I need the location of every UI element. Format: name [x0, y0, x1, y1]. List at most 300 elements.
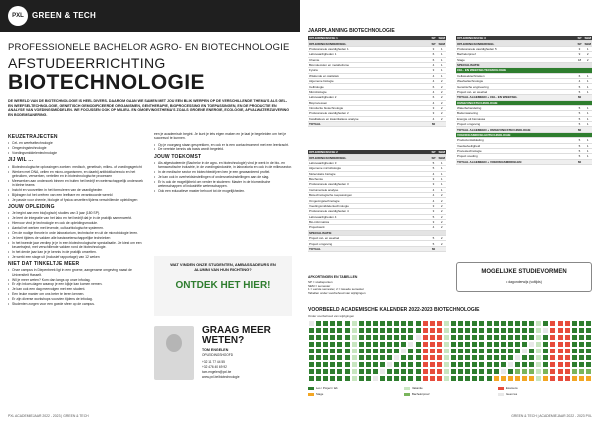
- table-cell: 5: [575, 143, 583, 148]
- table-cell: 5: [575, 138, 583, 143]
- calendar-cell: [464, 348, 471, 355]
- calendar-cell: [386, 327, 393, 334]
- calendar-cell: [514, 334, 521, 341]
- table-cell: 1: [437, 171, 446, 176]
- calendar-cell: [372, 320, 379, 327]
- table-cell: 4: [429, 193, 437, 198]
- tip-list: [8, 268, 144, 306]
- brand-name: GREEN & TECH: [32, 11, 97, 20]
- table-cell: 5: [575, 116, 583, 121]
- calendar-cell: [358, 341, 365, 348]
- table-cell: 4: [429, 89, 437, 94]
- contact-block: [154, 320, 292, 400]
- calendar-cell: [372, 368, 379, 375]
- calendar-cell: [578, 354, 585, 361]
- calendar-cell: [557, 368, 564, 375]
- calendar-cell: [542, 368, 549, 375]
- calendar-cell: [493, 320, 500, 327]
- legend-item: [308, 392, 323, 396]
- list-item: • Een leuke manier om ons beter te leren kennen.: [8, 292, 144, 296]
- calendar-cell: [493, 341, 500, 348]
- table-cell: Algemene microbiologie: [308, 166, 429, 171]
- calendar-cell: [322, 320, 329, 327]
- studievormen-title: MOGELIJKE STUDIEVORMEN: [481, 269, 567, 275]
- calendar-cell: [571, 334, 578, 341]
- calendar-cell: [315, 348, 322, 355]
- table-cell: 5: [575, 105, 583, 110]
- list-item: • Biotechnologische oplossingen zoeken: medisch, genetisch, milieu- of voedingsgericht: [8, 165, 144, 169]
- table-cell: 1: [437, 52, 446, 57]
- calendar-cell: [500, 341, 507, 348]
- calendar-cell: [478, 327, 485, 334]
- calendar-cell: [351, 348, 358, 355]
- table-total: 60: [575, 159, 583, 164]
- calendar-cell: [336, 327, 343, 334]
- calendar-cell: [415, 354, 422, 361]
- calendar-cell: [407, 375, 414, 382]
- table-cell: 2: [437, 89, 446, 94]
- calendar-cell: [351, 327, 358, 334]
- calendar-cell: [535, 354, 542, 361]
- right-page: [300, 0, 600, 424]
- calendar-cell: [557, 341, 564, 348]
- calendar-cell: [542, 334, 549, 341]
- calendar-cell: [422, 320, 429, 327]
- table-cell: 2: [437, 116, 446, 121]
- table-cell: Projectwerk: [308, 225, 429, 230]
- calendar-cell: [521, 348, 528, 355]
- calendar-cell: [422, 361, 429, 368]
- calendar-cell: [450, 361, 457, 368]
- calendar-cell: [422, 348, 429, 355]
- calendar-cell: [344, 334, 351, 341]
- calendar-cell: [478, 334, 485, 341]
- table-cell: 9: [575, 52, 583, 57]
- calendar-cell: [571, 341, 578, 348]
- calendar-cell: [578, 368, 585, 375]
- calendar-cell: [571, 320, 578, 327]
- list-item: • Ook een educatieve master behoort tot de mogelijkheden.: [154, 189, 292, 193]
- calendar-cell: [436, 354, 443, 361]
- calendar-cell: [464, 354, 471, 361]
- table-cell: Omgevingstechnologie: [308, 198, 429, 203]
- table-cell: Bioprocessen: [308, 100, 429, 105]
- calendar-cell: [429, 320, 436, 327]
- calendar-cell: [564, 320, 571, 327]
- table-cell: 1: [583, 148, 592, 153]
- calendar-cell: [457, 320, 464, 327]
- contact-mobile[interactable]: +32 476 40 69 92: [202, 365, 227, 369]
- calendar-cell: [500, 361, 507, 368]
- table-cell: 2: [583, 57, 592, 62]
- table-cell: Professionele vaardigheden 4: [308, 209, 429, 214]
- calendar-cell: [585, 368, 592, 375]
- table-cell: 5: [575, 84, 583, 89]
- calendar-cell: [443, 361, 450, 368]
- calendar-cell: [535, 334, 542, 341]
- list-item: • Aantal het werken met levende, cultuurbiologische systemen.: [8, 226, 144, 230]
- calendar-cell: [351, 361, 358, 368]
- calendar-cell: [571, 348, 578, 355]
- calendar-cell: [585, 320, 592, 327]
- table-sub: SP: [431, 155, 436, 160]
- calendar-cell: [507, 375, 514, 382]
- abbreviation-item: SEM = semester: [308, 283, 331, 288]
- calendar-cell: [493, 361, 500, 368]
- calendar-cell: [351, 368, 358, 375]
- abbreviation-item: SP = studiepunten: [308, 279, 333, 284]
- calendar-cell: [358, 327, 365, 334]
- calendar-cell: [308, 368, 315, 375]
- calendar-cell: [464, 327, 471, 334]
- calendar-cell: [528, 375, 535, 382]
- calendar-cell: [415, 375, 422, 382]
- calendar-cell: [464, 375, 471, 382]
- table-cell: Microbiologie: [308, 89, 429, 94]
- calendar-cell: [422, 341, 429, 348]
- list-item: • Als afgestudeerde (Bachelor in de agro- en biotechnologie) vind je werk in de bio- en farmaceutische industrie, in de voedingsindustrie, in laboratoria en ook in de milieusector.: [154, 161, 292, 170]
- table-cell: Labovaardigheden 4: [308, 214, 429, 219]
- calendar-cell: [521, 320, 528, 327]
- calendar-cell: [450, 368, 457, 375]
- legend-label: Vakantie: [412, 386, 423, 390]
- calendar-cell: [393, 327, 400, 334]
- calendar-cell: [415, 341, 422, 348]
- tip-heading: NIET DAT TINKELTJE MEER: [8, 261, 80, 268]
- calendar-cell: [400, 368, 407, 375]
- table-cell: 2: [437, 105, 446, 110]
- calendar-cell: [400, 320, 407, 327]
- calendar-cell: [422, 354, 429, 361]
- table-cell: 2: [437, 79, 446, 84]
- table-head: OPLEIDINGSFASE 2: [308, 150, 429, 155]
- calendar-cell: [464, 368, 471, 375]
- calendar-cell: [322, 334, 329, 341]
- calendar-cell: [308, 320, 315, 327]
- calendar-cell: [564, 334, 571, 341]
- calendar-cell: [436, 327, 443, 334]
- calendar-cell: [450, 348, 457, 355]
- calendar-cell: [393, 375, 400, 382]
- calendar-cell: [351, 375, 358, 382]
- table-cell: Celkweektechnieken: [456, 73, 575, 78]
- calendar-cell: [436, 375, 443, 382]
- calendar-cell: [351, 320, 358, 327]
- calendar-cell: [344, 341, 351, 348]
- abbreviations: [308, 276, 448, 296]
- jaarplanning-title: JAARPLANNING BIOTECHNOLOGIE: [308, 28, 395, 34]
- table-cell: 4: [429, 100, 437, 105]
- table-total: TOTAAL ALGEMEEN + CEL- EN WEEFSEL: [456, 95, 575, 100]
- calendar-cell: [358, 348, 365, 355]
- calendar-cell: [450, 320, 457, 327]
- calendar-cell: [407, 348, 414, 355]
- calendar-cell: [358, 361, 365, 368]
- table-cell: Professionele vaardigheden 3: [308, 182, 429, 187]
- calendar-cell: [471, 361, 478, 368]
- contact-phone[interactable]: +32 11 77 44 55: [202, 360, 225, 364]
- calendar-cell: [386, 341, 393, 348]
- contact-email[interactable]: tom.engelen@pxl.be: [202, 370, 232, 374]
- calendar-cell: [493, 375, 500, 382]
- calendar-cell: [429, 368, 436, 375]
- list-item: • Je kan ook een dag meevolgen met een student.: [8, 287, 144, 291]
- table-cell: Voedingsmiddelentechnologie: [308, 203, 429, 208]
- contact-role: OPLEIDINGSHOOFD: [202, 353, 233, 357]
- calendar-cell: [379, 375, 386, 382]
- calendar-cell: [386, 368, 393, 375]
- calendar-cell: [379, 334, 386, 341]
- table-cell: Project cel- en weefsel: [456, 89, 575, 94]
- calendar-cell: [535, 327, 542, 334]
- calendar-cell: [528, 334, 535, 341]
- calendar-subtitle: Onder voorbehoud van wijzigingen: [308, 314, 355, 318]
- calendar-cell: [315, 354, 322, 361]
- legend-swatch: [498, 393, 504, 396]
- table-cell: 3: [429, 68, 437, 73]
- table-sub: SP: [577, 41, 582, 46]
- calendar-cell: [407, 354, 414, 361]
- deel-intro: een je academisch begint. Je kunt je iets eigen maken en je laat je begeleiden om het je succesvol te kunnen.: [154, 132, 287, 141]
- table-cell: Energie uit biomassa: [456, 116, 575, 121]
- calendar-cell: [528, 341, 535, 348]
- calendar-cell: [351, 334, 358, 341]
- calendar-cell: [493, 368, 500, 375]
- table-cell: Weefseltechnologie: [456, 79, 575, 84]
- calendar-cell: [457, 327, 464, 334]
- table-cell: 2: [437, 111, 446, 116]
- table-cell: Project cel- en weefsel: [308, 236, 429, 241]
- abbreviations-heading: AFKORTINGEN EN TABELLEN: [308, 275, 358, 279]
- calendar-cell: [585, 361, 592, 368]
- table-sub: SEM: [584, 41, 591, 46]
- calendar-cell: [443, 327, 450, 334]
- contact-web[interactable]: www.pxl.be/biotechnologie: [202, 375, 240, 379]
- table-sub: OPLEIDINGSONDERDEEL: [456, 41, 575, 46]
- calendar-cell: [436, 361, 443, 368]
- calendar-cell: [308, 348, 315, 355]
- legend-label: Geen les: [506, 392, 518, 396]
- calendar-cell: [400, 327, 407, 334]
- table-total: TOTAAL ALGEMEEN + VOEDINGSMIDDELEN: [456, 159, 575, 164]
- calendar-cell: [344, 320, 351, 327]
- calendar-cell: [329, 361, 336, 368]
- calendar-cell: [471, 375, 478, 382]
- table-cell: Biomoleculen en metabolisme: [308, 62, 429, 67]
- calendar-cell: [507, 368, 514, 375]
- abbreviation-item: 1 = eerste semester, 2 = tweede semester: [308, 287, 365, 292]
- calendar-cell: [443, 334, 450, 341]
- table-cell: Waterbehandeling: [456, 105, 575, 110]
- table-cell: 1: [583, 143, 592, 148]
- calendar-cell: [329, 320, 336, 327]
- calendar-cell: [308, 334, 315, 341]
- calendar-cell: [308, 375, 315, 382]
- calendar-cell: [365, 341, 372, 348]
- table-cell: 1: [583, 138, 592, 143]
- table-cell: 4: [429, 187, 437, 192]
- calendar-cell: [557, 361, 564, 368]
- legend-item: [308, 386, 338, 390]
- calendar-cell: [500, 327, 507, 334]
- column-b: [154, 132, 292, 194]
- calendar-cell: [400, 348, 407, 355]
- calendar-cell: [407, 334, 414, 341]
- calendar-cell: [557, 334, 564, 341]
- calendar-cell: [578, 375, 585, 382]
- calendar-cell: [322, 341, 329, 348]
- calendar-cell: [393, 354, 400, 361]
- calendar-cell: [564, 327, 571, 334]
- cta-link[interactable]: ONTDEK HET HIER!: [175, 280, 271, 291]
- legend-item: [404, 392, 429, 396]
- calendar-cell: [521, 354, 528, 361]
- calendar-cell: [329, 334, 336, 341]
- legend-swatch: [404, 387, 410, 390]
- calendar-cell: [422, 375, 429, 382]
- calendar-cell: [436, 368, 443, 375]
- table-cell: 5: [429, 160, 437, 165]
- calendar-cell: [464, 320, 471, 327]
- calendar-cell: [578, 341, 585, 348]
- calendar-cell: [542, 354, 549, 361]
- table-cell: Project omgeving: [308, 241, 429, 246]
- table-cell: 1: [583, 122, 592, 127]
- table-cell: 4: [575, 79, 583, 84]
- list-item: • Je passie voor chemie, biologie of fysica omzetten tijdens verschillende opleidingen: [8, 198, 144, 202]
- calendar-cell: [422, 327, 429, 334]
- calendar-cell: [549, 334, 556, 341]
- table-total: 60: [429, 246, 437, 251]
- calendar-cell: [471, 348, 478, 355]
- calendar-cell: [521, 341, 528, 348]
- table-cell: Productontwikkeling: [456, 138, 575, 143]
- calendar-cell: [471, 354, 478, 361]
- table-cell: 1: [437, 46, 446, 51]
- calendar-cell: [542, 320, 549, 327]
- calendar-cell: [514, 375, 521, 382]
- table-cell: 6: [429, 52, 437, 57]
- table-cell: 2: [437, 236, 446, 241]
- page-title-line2: BIOTECHNOLOGIE: [8, 71, 205, 94]
- keuze-heading: KEUZETRAJECTEN: [8, 134, 58, 140]
- calendar-cell: [407, 320, 414, 327]
- calendar-cell: [478, 341, 485, 348]
- table-head: OPLEIDINGSFASE 1: [308, 36, 429, 41]
- table-cell: 3: [429, 46, 437, 51]
- calendar-cell: [315, 334, 322, 341]
- table-cell: Stage: [456, 57, 575, 62]
- calendar-cell: [500, 368, 507, 375]
- list-item: • De vereiste kennis als basis wordt begeleid.: [154, 147, 292, 151]
- column-a: [8, 132, 144, 307]
- calendar-cell: [450, 354, 457, 361]
- table-cell: 4: [429, 116, 437, 121]
- table-cell: 2: [583, 52, 592, 57]
- legend-label: Examens: [506, 386, 518, 390]
- jij-list: [8, 165, 144, 202]
- calendar-cell: [585, 334, 592, 341]
- calendar-cell: [514, 341, 521, 348]
- calendar-cell: [521, 334, 528, 341]
- calendar-cell: [379, 348, 386, 355]
- calendar-cell: [400, 361, 407, 368]
- studievormen-item: • dagonderwijs (voltijds): [506, 280, 542, 284]
- calendar-cell: [507, 334, 514, 341]
- brand-logo: PXL: [8, 6, 28, 26]
- calendar-cell: [549, 368, 556, 375]
- table-sub: SEM: [438, 155, 445, 160]
- calendar-cell: [486, 368, 493, 375]
- calendar-cell: [486, 334, 493, 341]
- calendar-cell: [322, 327, 329, 334]
- table-cell: 1: [437, 187, 446, 192]
- calendar-cell: [386, 320, 393, 327]
- calendar-cell: [308, 354, 315, 361]
- calendar-cell: [585, 375, 592, 382]
- calendar-cell: [415, 361, 422, 368]
- list-item: • Je leert tijdens de vakken alle basiswetenschappelijke technieken: [8, 236, 144, 240]
- calendar-cell: [336, 375, 343, 382]
- calendar-cell: [429, 375, 436, 382]
- table-cell: 1: [583, 111, 592, 116]
- calendar-cell: [585, 327, 592, 334]
- calendar-cell: [358, 320, 365, 327]
- table-cell: 3: [429, 111, 437, 116]
- table-cell: Introductie biotechnologie: [308, 105, 429, 110]
- table-sub: OPLEIDINGSONDERDEEL: [308, 155, 429, 160]
- calendar-cell: [514, 361, 521, 368]
- calendar-cell: [471, 334, 478, 341]
- calendar-cell: [336, 320, 343, 327]
- calendar-cell: [365, 368, 372, 375]
- calendar-cell: [407, 368, 414, 375]
- calendar-cell: [379, 361, 386, 368]
- keuze-list: [8, 141, 144, 155]
- calendar-cell: [393, 361, 400, 368]
- brand-bar: [0, 0, 300, 32]
- calendar-cell: [535, 375, 542, 382]
- calendar-cell: [457, 375, 464, 382]
- calendar-cell: [542, 361, 549, 368]
- table-cell: Genetische engineering: [456, 84, 575, 89]
- calendar-cell: [443, 368, 450, 375]
- table-total: [437, 246, 446, 251]
- calendar-cell: [429, 361, 436, 368]
- list-item: • Werken met DNA, cellen en micro-organismen, en daarbij antibiotika/rexcio en het gebruiken, verwerken, vertellen en in biotechnologische processen: [8, 170, 144, 179]
- calendar-cell: [542, 375, 549, 382]
- contact-question: GRAAG MEER WETEN?: [202, 325, 271, 346]
- table-total: 60: [429, 122, 437, 127]
- calendar-cell: [585, 341, 592, 348]
- table-cell: 1: [583, 116, 592, 121]
- calendar-cell: [407, 361, 414, 368]
- list-item: • Inzicht en voorzetten in het formuleren van de vaardigheden: [8, 188, 144, 192]
- calendar-cell: [564, 341, 571, 348]
- legend-swatch: [308, 387, 314, 390]
- calendar-cell: [528, 320, 535, 327]
- calendar-cell: [486, 375, 493, 382]
- calendar-cell: [329, 341, 336, 348]
- calendar-cell: [415, 334, 422, 341]
- calendar-cell: [478, 368, 485, 375]
- calendar-cell: [564, 354, 571, 361]
- table-cell: 6: [429, 95, 437, 100]
- calendar-cell: [464, 334, 471, 341]
- cta-box[interactable]: [154, 256, 292, 316]
- calendar-cell: [571, 368, 578, 375]
- calendar-cell: [549, 375, 556, 382]
